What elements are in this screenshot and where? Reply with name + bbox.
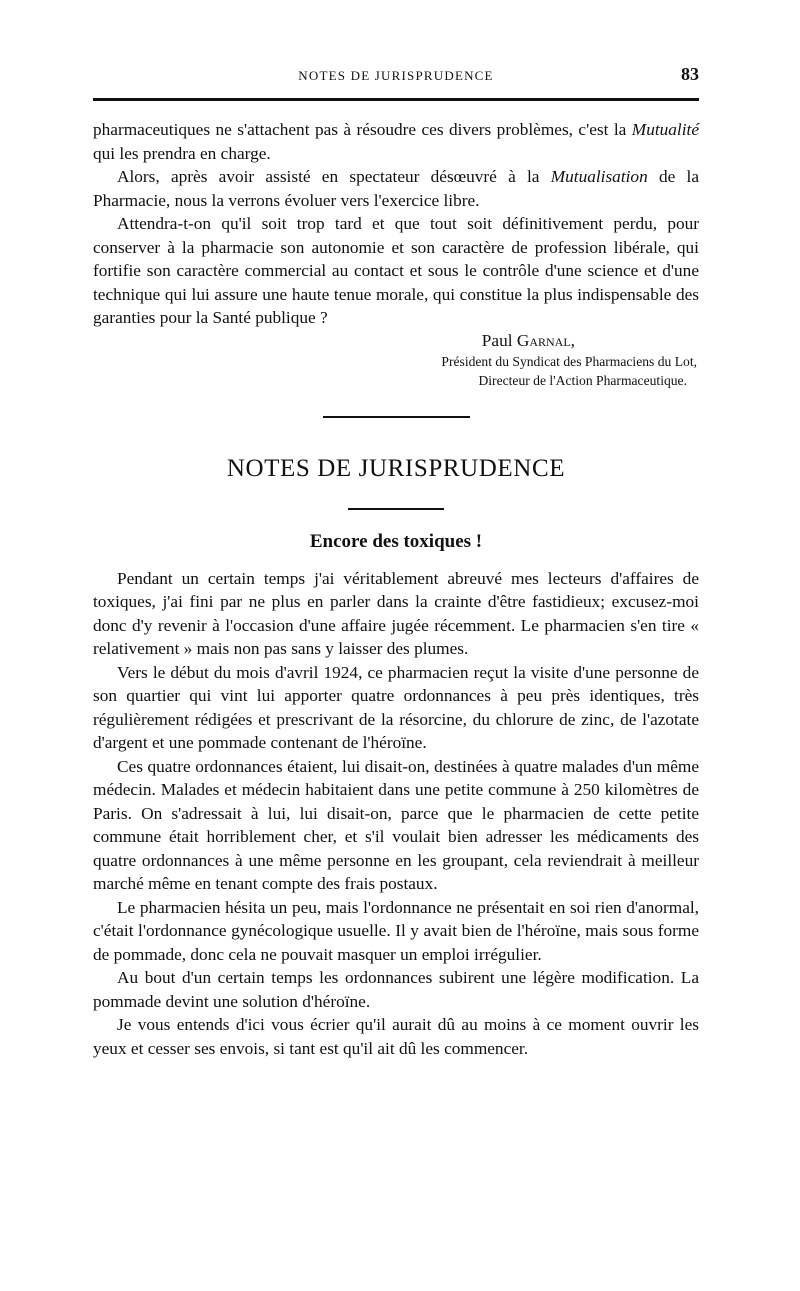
paragraph-text: Attendra-t-on qu'il soit trop tard et que tout soit définitivement perdu, pour conserver à la pharmacie son autonomie et son caractère de profession libérale, qui fortifie son caractère commercial au contact et sous le contrôle d'une science et d'une technique qui lui assure une haute tenue morale, qui constitue la plus indispensable des garanties pour la Santé publique ? — [93, 214, 699, 327]
paragraph-text: pharmaceutiques ne s'attachent pas à résoudre ces divers problèmes, c'est la — [93, 120, 632, 139]
running-title: NOTES DE JURISPRUDENCE — [298, 68, 494, 83]
paragraph — [93, 212, 699, 330]
paragraph — [93, 165, 699, 212]
document-page — [93, 60, 699, 1060]
paragraph: Vers le début du mois d'avril 1924, ce pharmacien reçut la visite d'une personne de son quartier qui vint lui apporter quatre ordonnances à peu près identiques, très régulièrement rédigées et prescrivant de la résorcine, du chlorure de zinc, de l'azotate d'argent et une pommade contenant de l'héroïne. — [93, 662, 699, 752]
paragraph: Je vous entends d'ici vous écrier qu'il aurait dû au moins à ce moment ouvrir les yeux et cesser ses envois, si tant est qu'il ait dû les commencer. — [93, 1015, 699, 1058]
paragraph: Ces quatre ordonnances étaient, lui disait-on, destinées à quatre malades d'un même médecin. Malades et médecin habitaient dans une petite commune à 250 kilomètres de Paris. On s'adressait à lui, lui disait-on, parce que le pharmacien de cette petite commune était horriblement cher, et s'il voulait bien adresser les médicaments des quatre ordonnances à une même personne en les groupant, cela reviendrait à meilleur marché même en tenant compte des frais postaux. — [93, 756, 699, 893]
author-titles — [93, 352, 697, 390]
paragraph-text: de la Pharmacie, nous la verrons évoluer vers l'exercice libre. — [93, 167, 699, 210]
section-title: NOTES DE JURISPRUDENCE — [226, 454, 566, 482]
paragraph-text: Alors, après avoir assisté en spectateur désœuvré à la — [117, 167, 551, 186]
paragraph: Le pharmacien hésita un peu, mais l'ordonnance ne présentait en soi rien d'anormal, c'était l'ordonnance gynécologique usuelle. Il y avait bien de l'héroïne, mais sous forme de pommade, donc cela ne pouvait masquer un emploi irrégulier. — [93, 897, 699, 964]
title-rule — [348, 508, 444, 510]
author-last-name: Garnal, — [516, 330, 575, 350]
paragraph: Au bout d'un certain temps les ordonnances subirent une légère modification. La pommade devint une solution d'héroïne. — [93, 968, 699, 1011]
emphasis-text: Mutualisation — [550, 167, 648, 186]
emphasis-text: Mutualité — [631, 120, 699, 139]
paragraph: Pendant un certain temps j'ai véritablement abreuvé mes lecteurs d'affaires de toxiques, j'ai fini par ne plus en parler dans la crainte d'être fastidieux; excusez-moi donc d'y revenir à l'occasion d'une affaire jugée récemment. Le pharmacien s'en tire « relativement » mais non pas sans y laisser des plumes. — [93, 568, 699, 658]
paragraph — [93, 118, 699, 165]
page-number: 83 — [681, 64, 699, 84]
paragraph-text: qui les prendra en charge. — [93, 143, 271, 163]
article-body — [93, 567, 699, 1061]
author-title-line: Directeur de l'Action Pharmaceutique. — [478, 372, 687, 388]
previous-article-body — [93, 118, 699, 330]
section-separator-rule — [323, 416, 470, 418]
author-first-name: Paul — [481, 330, 513, 350]
header-rule — [93, 98, 699, 101]
author-signature — [93, 330, 575, 352]
article-subtitle: Encore des toxiques ! — [309, 530, 483, 552]
running-header — [93, 60, 699, 86]
author-title-line: Président du Syndicat des Pharmaciens du Lot, — [441, 353, 697, 369]
